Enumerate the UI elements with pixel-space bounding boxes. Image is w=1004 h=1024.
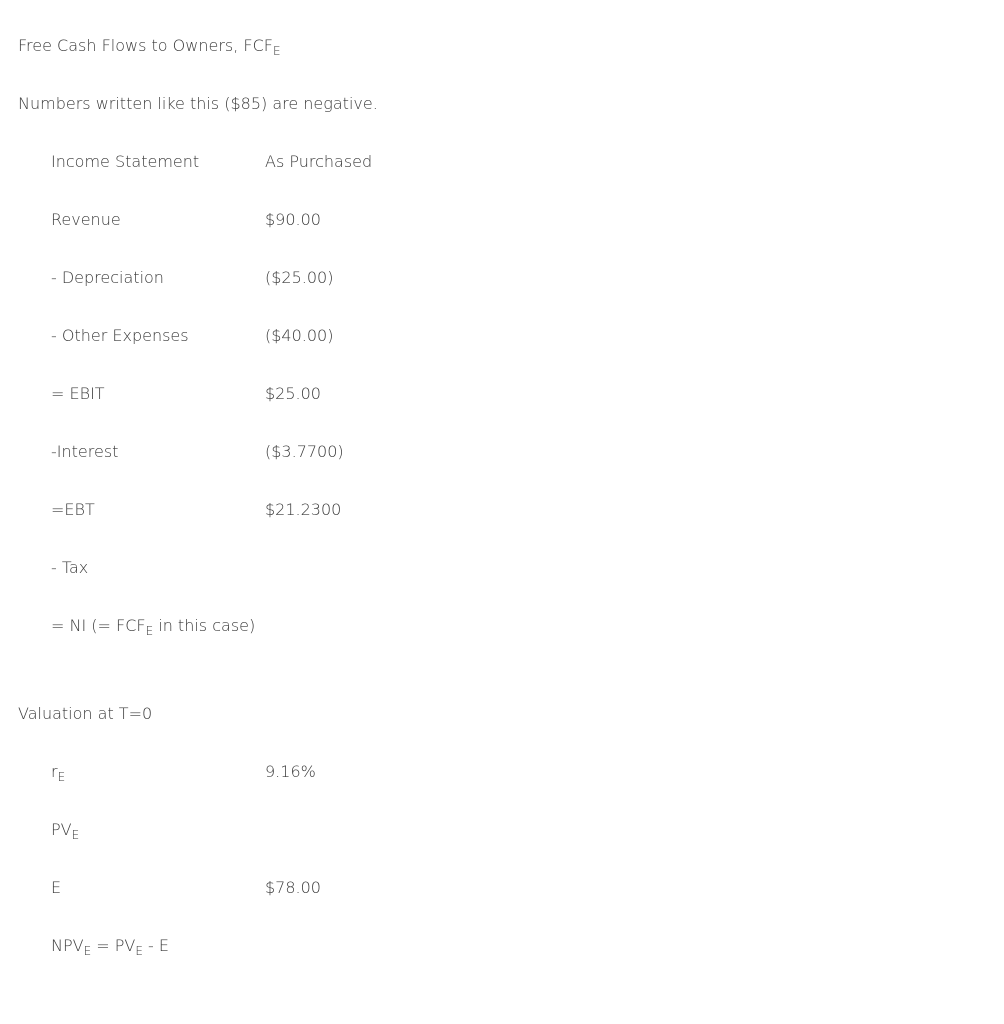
net-income-prefix: = NI (= FCF	[51, 616, 146, 635]
re-value: 9.16%	[265, 762, 316, 781]
row-label-depreciation: - Depreciation	[51, 268, 164, 287]
npve-pv-subscript: E	[135, 944, 143, 958]
row-label-revenue: Revenue	[51, 210, 121, 229]
npve-equals-pv: = PV	[91, 936, 136, 955]
npve-minus-e: - E	[142, 936, 169, 955]
valuation-heading: Valuation at T=0	[18, 704, 153, 723]
page-title-subscript: E	[273, 44, 281, 58]
row-label-net-income	[51, 616, 255, 636]
row-value-depreciation: ($25.00)	[265, 268, 334, 287]
npve-subscript: E	[83, 944, 92, 958]
re-label	[51, 762, 65, 782]
pve-label	[51, 820, 79, 840]
row-label-other-expenses: - Other Expenses	[51, 326, 189, 345]
row-value-revenue: $90.00	[265, 210, 321, 229]
row-label-ebit: = EBIT	[51, 384, 105, 403]
as-purchased-header: As Purchased	[265, 152, 373, 171]
net-income-subscript: E	[145, 624, 154, 638]
net-income-suffix: in this case)	[153, 616, 256, 635]
negative-numbers-note: Numbers written like this ($85) are negative.	[18, 94, 378, 113]
e-value: $78.00	[265, 878, 321, 897]
npve-label	[51, 936, 169, 956]
row-value-ebit: $25.00	[265, 384, 321, 403]
page-title-text: Free Cash Flows to Owners, FCF	[18, 36, 273, 55]
pve-base: PV	[51, 820, 72, 839]
page-title	[18, 36, 281, 56]
income-statement-header: Income Statement	[51, 152, 200, 171]
row-value-interest: ($3.7700)	[265, 442, 344, 461]
pve-subscript: E	[71, 828, 80, 842]
row-value-ebt: $21.2300	[265, 500, 342, 519]
e-label: E	[51, 878, 62, 897]
row-value-other-expenses: ($40.00)	[265, 326, 334, 345]
row-label-tax: - Tax	[51, 558, 89, 577]
re-base: r	[51, 762, 58, 781]
row-label-ebt: =EBT	[51, 500, 95, 519]
npve-base: NPV	[51, 936, 84, 955]
re-subscript: E	[57, 770, 66, 784]
row-label-interest: -Interest	[51, 442, 119, 461]
